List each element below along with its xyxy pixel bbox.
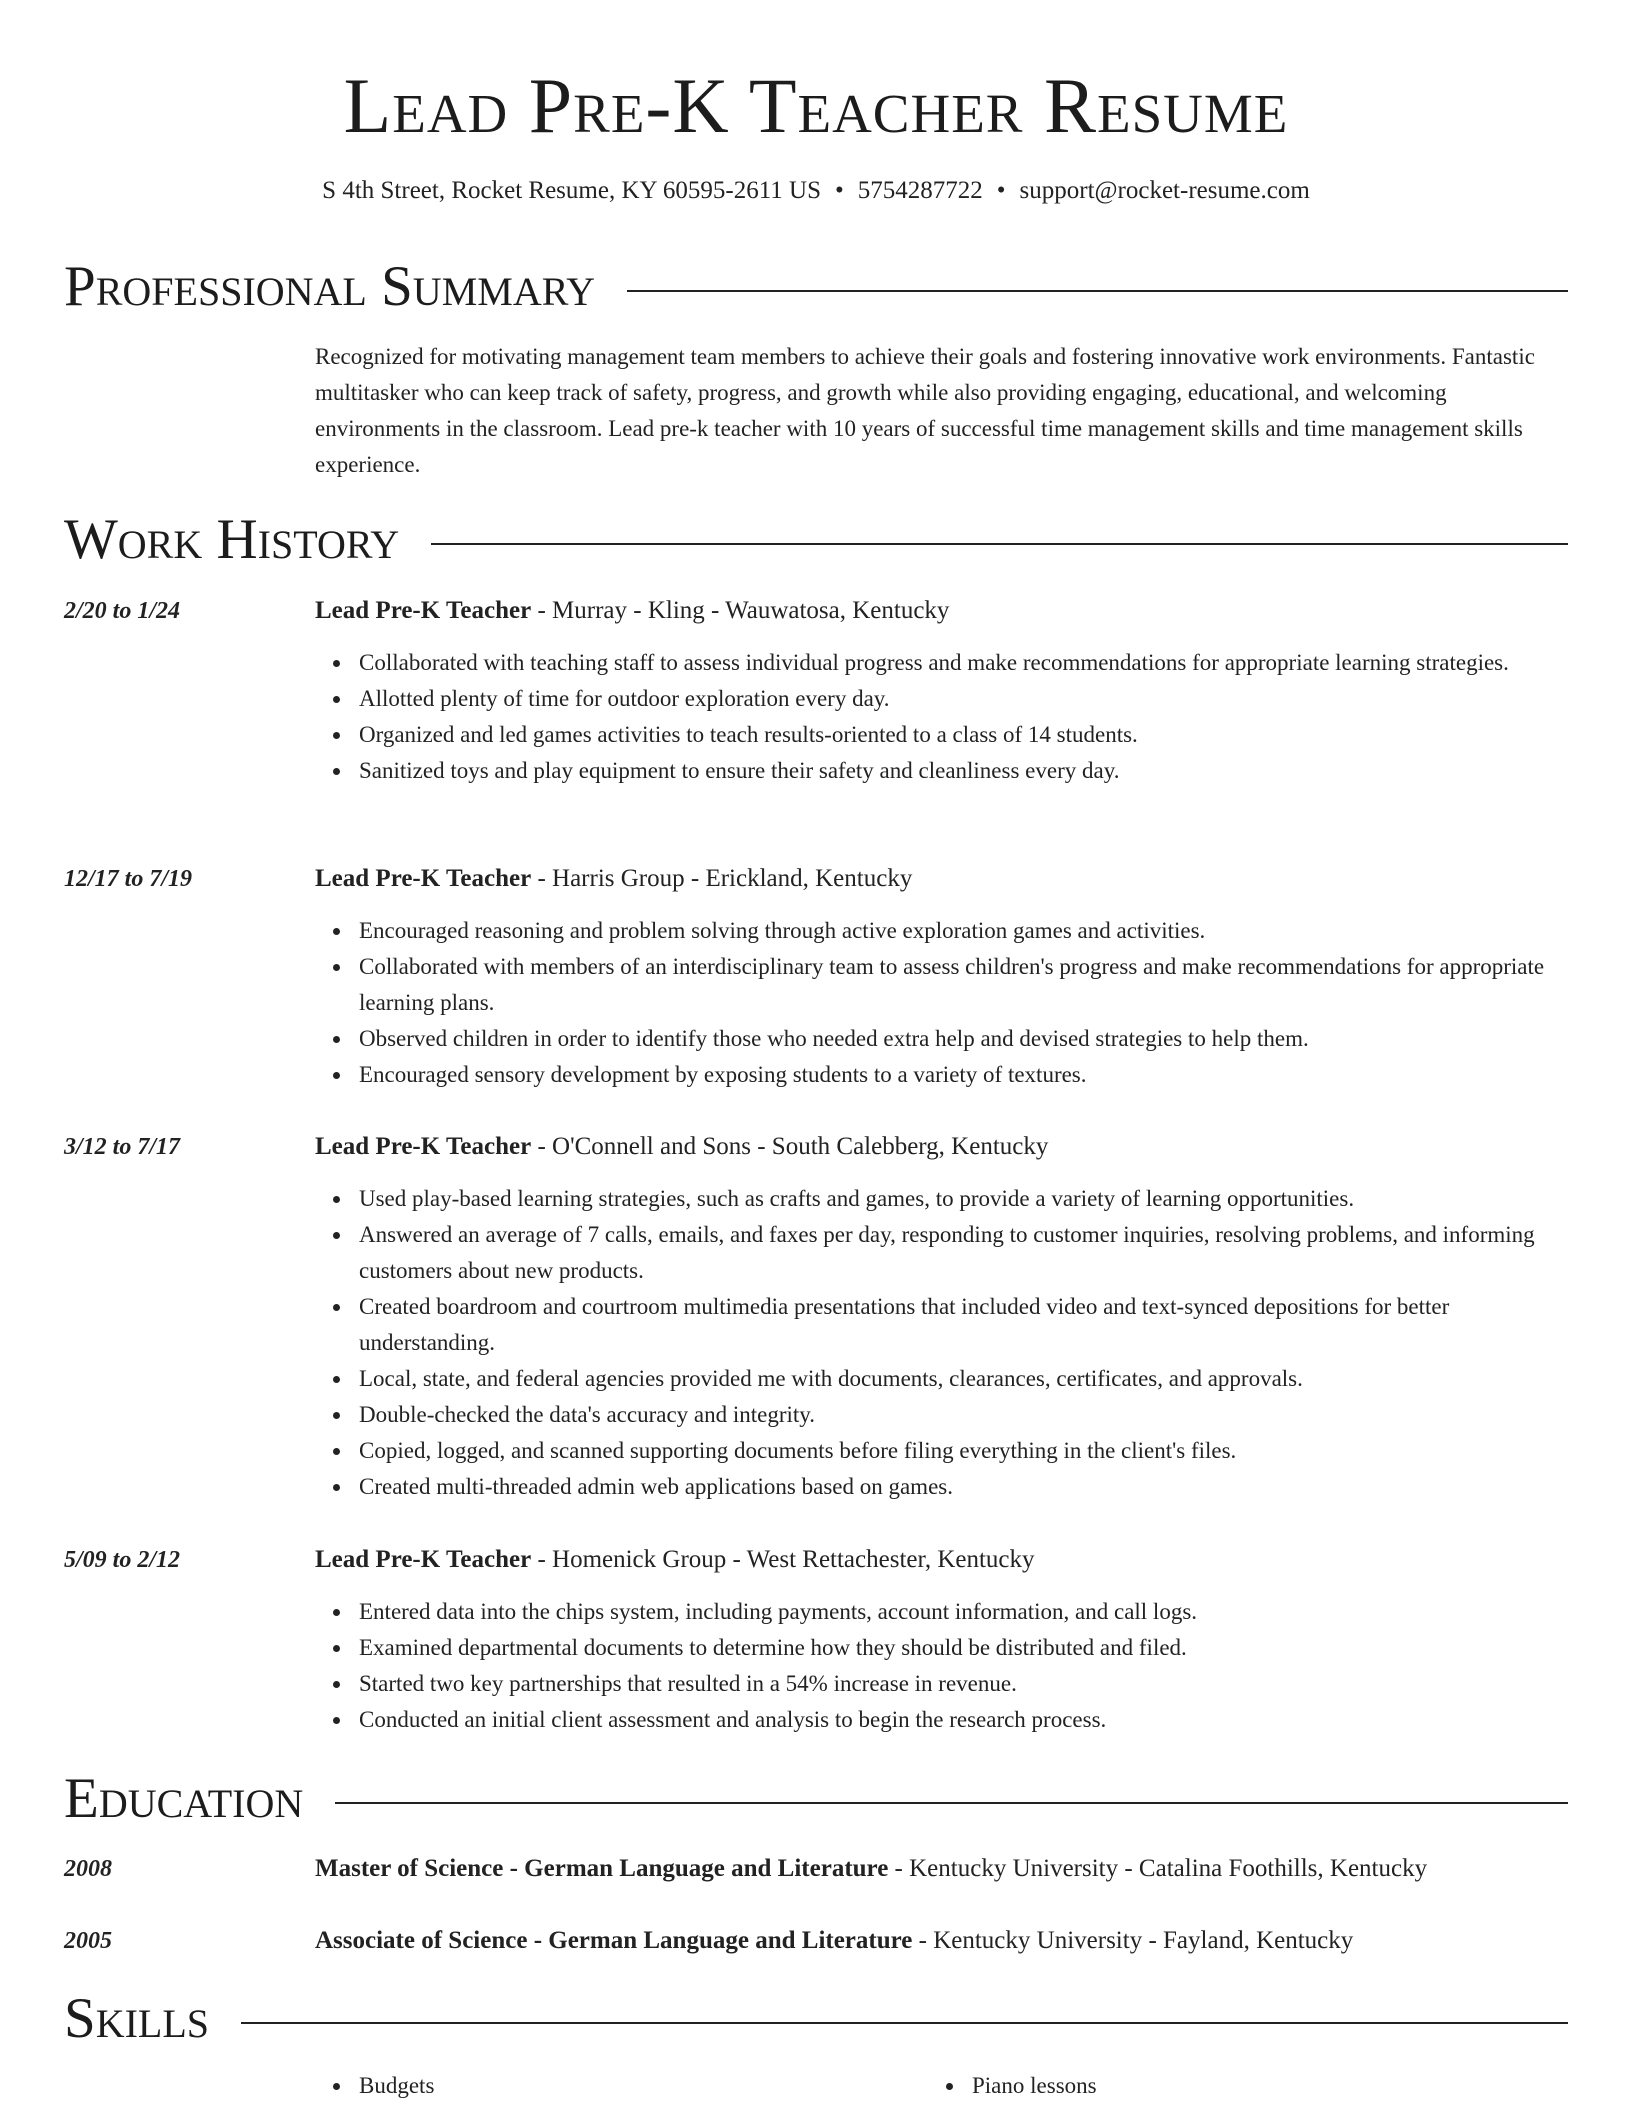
education-section-header bbox=[64, 1764, 1568, 1834]
education-degree: Master of Science - German Language and Literature bbox=[315, 1855, 889, 1882]
job-bullets bbox=[315, 645, 1568, 789]
page-title: Lead Pre-K Teacher Resume bbox=[343, 62, 1289, 149]
education-school: - Kentucky University - Catalina Foothills, Kentucky bbox=[888, 1855, 1428, 1882]
summary-section-header bbox=[64, 252, 1568, 322]
job-bullets bbox=[315, 1181, 1568, 1505]
job-bullet: Sanitized toys and play equipment to ensure their safety and cleanliness every day. bbox=[359, 753, 1568, 789]
job-dates: 5/09 to 2/12 bbox=[64, 1547, 181, 1573]
education-year: 2005 bbox=[64, 1928, 112, 1954]
education-degree: Associate of Science - German Language and Literature bbox=[315, 1927, 913, 1954]
contact-address: S 4th Street, Rocket Resume, KY 60595-2611 US bbox=[322, 177, 821, 204]
job-bullet: Allotted plenty of time for outdoor exploration every day. bbox=[359, 681, 1568, 717]
contact-phone: 5754287722 bbox=[857, 177, 983, 204]
job-employer: - Murray - Kling - Wauwatosa, Kentucky bbox=[531, 597, 950, 624]
job-heading bbox=[315, 1542, 1035, 1578]
job-title: Lead Pre-K Teacher bbox=[315, 1133, 532, 1160]
job-bullet: Observed children in order to identify those who needed extra help and devised strategies to help them. bbox=[359, 1021, 1568, 1057]
skills-section-header bbox=[64, 1984, 1568, 2054]
skill-item: Budgets bbox=[359, 2068, 434, 2104]
contact-line bbox=[0, 174, 1632, 208]
job-bullet: Conducted an initial client assessment and analysis to begin the research process. bbox=[359, 1702, 1568, 1738]
job-bullet: Entered data into the chips system, including payments, account information, and call logs. bbox=[359, 1594, 1568, 1630]
job-bullet: Started two key partnerships that resulted in a 54% increase in revenue. bbox=[359, 1666, 1568, 1702]
job-bullet: Local, state, and federal agencies provided me with documents, clearances, certificates, and approvals. bbox=[359, 1361, 1568, 1397]
section-divider bbox=[241, 2022, 1568, 2024]
job-bullet: Created multi-threaded admin web applications based on games. bbox=[359, 1469, 1568, 1505]
job-bullet: Collaborated with members of an interdisciplinary team to assess children's progress and make recommendations for appropriate learning plans. bbox=[359, 949, 1568, 1021]
section-divider bbox=[627, 290, 1568, 292]
job-heading bbox=[315, 1129, 1048, 1165]
job-bullet: Organized and led games activities to teach results-oriented to a class of 14 students. bbox=[359, 717, 1568, 753]
job-bullet: Examined departmental documents to determine how they should be distributed and filed. bbox=[359, 1630, 1568, 1666]
job-title: Lead Pre-K Teacher bbox=[315, 865, 532, 892]
job-heading bbox=[315, 593, 949, 629]
skill-item: Piano lessons bbox=[972, 2068, 1097, 2104]
job-dates: 2/20 to 1/24 bbox=[64, 598, 181, 624]
education-year: 2008 bbox=[64, 1856, 112, 1882]
work-history-heading: Work History bbox=[64, 508, 400, 571]
job-bullet: Created boardroom and courtroom multimedia presentations that included video and text-synced depositions for better understanding. bbox=[359, 1289, 1568, 1361]
contact-email: support@rocket-resume.com bbox=[1019, 177, 1310, 204]
education-school: - Kentucky University - Fayland, Kentucky bbox=[912, 1927, 1354, 1954]
job-employer: - Harris Group - Erickland, Kentucky bbox=[531, 865, 913, 892]
job-employer: - O'Connell and Sons - South Calebberg, Kentucky bbox=[531, 1133, 1049, 1160]
job-bullet: Used play-based learning strategies, such as crafts and games, to provide a variety of learning opportunities. bbox=[359, 1181, 1568, 1217]
skills-heading: Skills bbox=[64, 1987, 210, 2050]
job-bullet: Collaborated with teaching staff to assess individual progress and make recommendations for appropriate learning strategies. bbox=[359, 645, 1568, 681]
section-divider bbox=[335, 1802, 1568, 1804]
job-bullet: Encouraged sensory development by exposing students to a variety of textures. bbox=[359, 1057, 1568, 1093]
job-bullet: Encouraged reasoning and problem solving through active exploration games and activities. bbox=[359, 913, 1568, 949]
work-history-section-header bbox=[64, 505, 1568, 575]
job-employer: - Homenick Group - West Rettachester, Kentucky bbox=[531, 1546, 1035, 1573]
contact-separator: • bbox=[996, 177, 1006, 204]
job-title: Lead Pre-K Teacher bbox=[315, 1546, 532, 1573]
job-bullet: Double-checked the data's accuracy and integrity. bbox=[359, 1397, 1568, 1433]
education-heading-line bbox=[315, 1923, 1353, 1959]
job-bullet: Answered an average of 7 calls, emails, and faxes per day, responding to customer inquiries, resolving problems, and informing customers about new products. bbox=[359, 1217, 1568, 1289]
summary-text: Recognized for motivating management team members to achieve their goals and fostering innovative work environments. Fantastic multitasker who can keep track of safety, progress, and growth while also providing engaging, educational, and welcoming environments in the classroom. Lead pre-k teacher with 10 years of successful time management skills and time management skills experience. bbox=[315, 344, 1535, 477]
job-bullet: Copied, logged, and scanned supporting documents before filing everything in the client's files. bbox=[359, 1433, 1568, 1469]
job-bullets bbox=[315, 913, 1568, 1093]
summary-heading: Professional Summary bbox=[64, 255, 596, 318]
section-divider bbox=[431, 543, 1568, 545]
job-dates: 12/17 to 7/19 bbox=[64, 866, 193, 892]
job-heading bbox=[315, 861, 912, 897]
contact-separator: • bbox=[834, 177, 844, 204]
education-entry bbox=[64, 1851, 1568, 1891]
education-heading-line bbox=[315, 1851, 1427, 1887]
job-dates: 3/12 to 7/17 bbox=[64, 1134, 181, 1160]
job-bullets bbox=[315, 1594, 1568, 1738]
education-heading: Education bbox=[64, 1767, 304, 1830]
education-entry bbox=[64, 1923, 1568, 1963]
job-title: Lead Pre-K Teacher bbox=[315, 597, 532, 624]
